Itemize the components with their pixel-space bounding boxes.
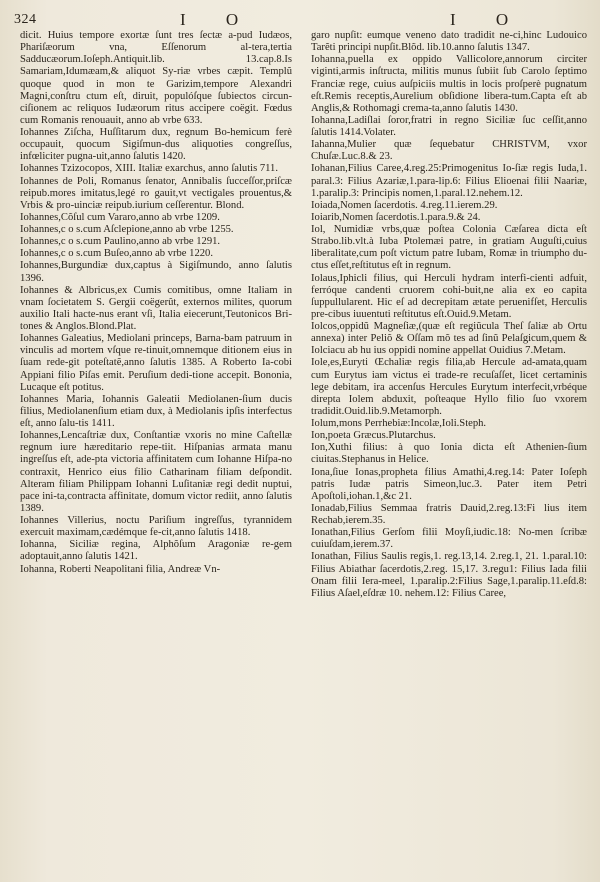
dictionary-entry: Ion,poeta Græcus.Plutarchus. [311, 430, 436, 442]
dictionary-entry: Iohanna, Roberti Neapolitani filia, Andreæ Vn- [20, 563, 221, 575]
dictionary-entry: Iohannes,Cõſul cum Vararo,anno ab vrbe 1209. [20, 211, 220, 223]
dictionary-entry: Iohannes,c o s.cum Buſeo,anno ab vrbe 1220. [20, 248, 213, 260]
dictionary-entry: Iohannes Maria, Iohannis Galeatii Mediolanen-ſium ducis filius, Mediolanenſium etiam dux, à Mediolanis ipſis interfectus eſt, anno ſalu-tis 1411. [20, 393, 292, 429]
dictionary-entry: Iolcos,oppidũ Magneſiæ,(quæ eſt regiũcula Theſ ſaliæ ab Ortu annexa) inter Peliõ & Oſſam mõ tes ad ſinũ Pelaſgicum,quem & Iolciacu ab hu ius oppidi nomine appellat Ouidius 7.Metam. [311, 321, 587, 357]
dictionary-entry: Ioiada,Nomen ſacerdotis. 4.reg.11.ierem.29. [311, 199, 498, 211]
dictionary-entry: Iohannes,c o s.cum Paulino,anno ab vrbe 1291. [20, 236, 221, 248]
dictionary-entry: Iohannes de Poli, Romanus ſenator, Annibalis ſucceſſor,priſcæ reipub.mores imitatus,legé ro gauit,vt vectigales prouentus,& Vrbis & pro-uinciæ reipub.iurium ceſſerentur. Blond. [20, 175, 292, 211]
dictionary-entry: dicit. Huius tempore exortæ ſunt tres ſectæ a-pud Iudæos, Phariſæorum vna, Eſſenorum al-tera,tertia Sadducæorum.Ioſeph.Antiquit.lib. 13.cap.8.Is Samariam,Idumæam,& aliquot Sy-riæ vrbes cæpit. Templũ quoque quod in mon te Garizim,tempore Alexandri Magni,conſtru ctum eſt, diruit, populóſque ſubiectos circun-ciſionem ac reliquos Iudæorum ritus accipere coëgit. Fœdus cum Romanis renouauit, anno ab vrbe 633. [20, 30, 292, 126]
dictionary-entry: Ionathan, Filius Saulis regis,1. reg.13,14. 2.reg.1, 21. 1.paral.10: Filius Abiathar ſacerdotis,2.reg. 15,17. 3.regu1: Filius Iada filii Onam filii Iera-meel, 1.paralip.2:Filius Sage,1.paralip.11.eſd.8: Filius Aſael,eſdræ 10. nehem.12: Filius Caree, [311, 551, 587, 599]
right-column [311, 30, 587, 600]
dictionary-entry: Iohannes,Lencaſtriæ dux, Conſtantiæ vxoris no mine Caſtellæ regnum iure hæreditario repe-tiit. Hiſpanias armata manu ingreſſus eſt, ade-pta victoria affinitatem cum Iohanne Hiſpa-no contraxit, Henrico eius filio Catharinam filiam deſpondit. Alteram filiam Philippam Iohanni Luſitaniæ regi dedit nuptui, pace ini-ta,contracta affinitate, domum victor rediit, anno ſalutis 1389. [20, 430, 292, 514]
page-number: 324 [14, 12, 37, 27]
dictionary-entry: Iohannes Tzizocopos, XIII. Italiæ exarchus, anno ſalutis 711. [20, 163, 279, 175]
dictionary-entry: Iohannes,c o s.cum Aſclepione,anno ab vrbe 1255. [20, 224, 234, 235]
dictionary-entry: garo nupſit: eumque veneno dato tradidit ne-ci,hinc Ludouico Tarẽti principi nupſit.Blõd. lib.10.anno ſalutis 1347. [311, 30, 587, 54]
dictionary-entry: Iol, Numidiæ vrbs,quæ poſtea Colonia Cæſarea dicta eſt Strabo.lib.vlt.à Iuba Ptolemæi patre, in gratiam Auguſti,cuius liberalitate,cum poſt victum patre Iubam, Romæ in triumpho du-ctus eſſet,reſtitutus eſt in regnum. [311, 224, 587, 272]
column-gutter [301, 30, 302, 870]
dictionary-entry: Iohanna,puella ex oppido Vallicolore,annorum circiter viginti,armis inſtructa, militis munus ſubiit ſub Carolo ſeptimo Franciæ rege, cuius auſpiciis multis in locis proſperè pugnatum eſt.Remis receptis,Aurelium obſidione libera-tum.Capta eſt ab Anglis,& Rothomagi crema-ta,anno ſalutis 1430. [311, 54, 587, 114]
dictionary-entry: Iohannes Galeatius, Mediolani princeps, Barna-bam patruum in vinculis ad mortem vſque re-tinuit,omnemque ditionem eius in ſuam rede-git poteſtatẽ,anno ſalutis 1385. A Roberto Ia-cobi Appiani filio Piſas emit. Peruſium dedi-tione accepit. Bononia, Lucaque eſt potitus. [20, 333, 292, 393]
dictionary-entry: Ion,Xuthi filius: à quo Ionia dicta eſt Athenien-ſium ciuitas.Stephanus in Helice. [311, 442, 587, 466]
dictionary-entry: Iohannes Villerius, noctu Pariſium ingreſſus, tyrannidem exercuit maximam,cædémque fe-cit,anno ſalutis 1418. [20, 515, 292, 539]
dictionary-entry: Iohannes & Albricus,ex Cumis comitibus, omne Italiam in vnam ſocietatem S. Gergii coëgerût, externos milites, quorum auxilio Itali hacte-nus erant vſi, Italia eiecerunt,Teutonicos Bri-tones & Anglos.Blond.Plat. [20, 284, 292, 332]
dictionary-entry: Iohannes,Burgundiæ dux,captus à Sigiſmundo, anno ſalutis 1396. [20, 260, 292, 284]
dictionary-entry: Iona,ſiue Ionas,propheta filius Amathi,4.reg.14: Pater Ioſeph patris Iudæ patris Simeon,luc.3. Pater item Petri Apoſtoli,iohan.1,&c 21. [311, 466, 587, 502]
left-column [20, 30, 292, 576]
dictionary-entry: Iole,es,Euryti Œchaliæ regis filia,ab Hercule ad-amata,quam cum Eurytus iam victus ei trade-re recuſaſſet, licet certaminis lege debitam, ira accenſus Hercules Eurytum interfecit,vrbéque direpta Iolem abduxit, poſteaque Hyllo filio ſuo vxorem tradidit.Ouid.lib.9.Metamorph. [311, 357, 587, 417]
dictionary-entry: Iohannes Ziſcha, Huſſitarum dux, regnum Bo-hemicum ferè occupauit, quocum Sigiſmun-dus aliquoties congreſſus, infœliciter pugna-uit,anno ſalutis 1420. [20, 127, 292, 163]
dictionary-entry: Ionadab,Filius Semmaa fratris Dauid,2.reg.13:Fi lius item Rechab,ierem.35. [311, 502, 587, 526]
dictionary-entry: Ionathan,Filius Gerſom filii Moyſi,iudic.18: No-men ſcribæ cuiuſdam,ierem.37. [311, 527, 587, 551]
running-header [0, 10, 600, 30]
dictionary-entry: Iohanna,Ladiſlai ſoror,fratri in regno Siciliæ ſuc ceſſit,anno ſalutis 1414.Volater. [311, 114, 587, 138]
dictionary-entry: Iohanan,Filius Caree,4.reg.25:Primogenitus Io-ſiæ regis Iuda,1. paral.3: Filius Azariæ,1.para-lip.6: Filius Elioenai filii Naariæ, 1.paralip.3: Principis nomen,1.paral.12.nehem.12. [311, 163, 587, 199]
dictionary-entry: Iohanna, Siciliæ regina, Alphõſum Aragoniæ re-gem adoptauit,anno ſalutis 1421. [20, 539, 292, 563]
dictionary-entry: Iolaus,Iphicli filius, qui Herculi hydram interfi-cienti adfuit, ferróque candenti cruorem cohi-buit,ne alia ex eo capita ſuppullularent. Hic eſ ad decrepitam ætate peruenifſet, Herculis pre-cibus iuuentuti reſtitutus eſt.Ouid.9.Metam. [311, 272, 587, 320]
running-head-right: I O [450, 10, 527, 29]
dictionary-entry: Ioiarib,Nomen ſacerdotis.1.para.9.& 24. [311, 211, 481, 223]
dictionary-entry: Iolum,mons Perrhebiæ:Incolæ,Ioli.Steph. [311, 418, 487, 429]
dictionary-entry: Iahanna,Mulier quæ ſequebatur CHRISTVM, vxor Chuſæ.Luc.8.& 23. [311, 139, 587, 163]
running-head-left: I O [180, 10, 257, 29]
